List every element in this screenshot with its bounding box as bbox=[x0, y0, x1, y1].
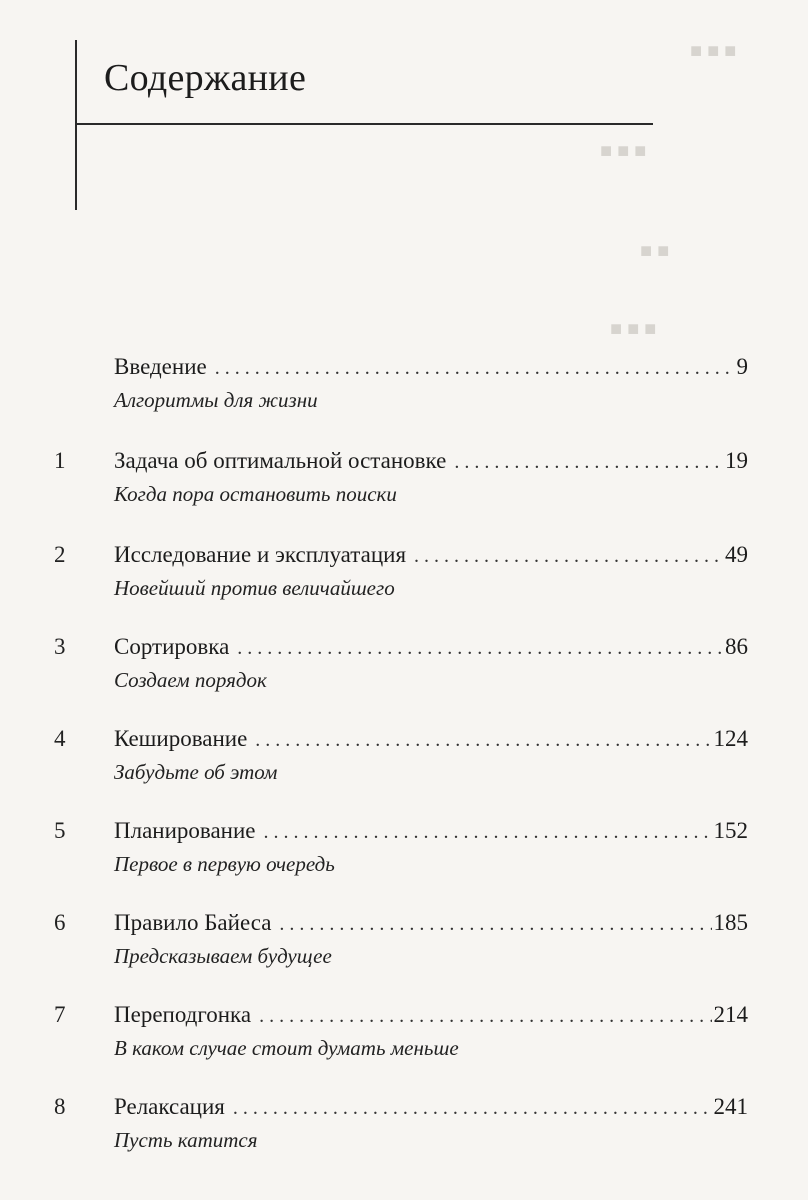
page-number: 214 bbox=[713, 1002, 748, 1027]
dot-leader bbox=[414, 541, 723, 571]
toc-entry bbox=[0, 540, 808, 620]
chapter-subtitle: Когда пора остановить поиски bbox=[114, 482, 397, 506]
toc-entry bbox=[0, 1000, 808, 1080]
chapter-subtitle: Предсказываем будущее bbox=[114, 944, 332, 968]
bleed-through-decoration: ■ ■ ■ bbox=[690, 40, 737, 62]
page-number: 86 bbox=[725, 634, 748, 659]
chapter-title: Задача об оптимальной остановке bbox=[114, 448, 447, 473]
title-horizontal-rule bbox=[75, 123, 653, 125]
toc-entry bbox=[0, 446, 808, 526]
dot-leader bbox=[264, 817, 712, 847]
chapter-title: Сортировка bbox=[114, 634, 230, 659]
page-number: 49 bbox=[725, 542, 748, 567]
chapter-number: 7 bbox=[54, 1002, 66, 1027]
chapter-subtitle: Создаем порядок bbox=[114, 668, 267, 692]
page-number: 19 bbox=[725, 448, 748, 473]
dot-leader bbox=[215, 353, 735, 383]
toc-entry bbox=[0, 1092, 808, 1172]
chapter-number: 4 bbox=[54, 726, 66, 751]
dot-leader bbox=[255, 725, 711, 755]
dot-leader bbox=[279, 909, 711, 939]
chapter-title: Исследование и эксплуатация bbox=[114, 542, 407, 567]
chapter-subtitle: Первое в первую очередь bbox=[114, 852, 335, 876]
bleed-through-decoration: ■ ■ ■ bbox=[610, 318, 657, 340]
chapter-title: Переподгонка bbox=[114, 1002, 252, 1027]
toc-entry bbox=[0, 724, 808, 804]
toc-entry bbox=[0, 632, 808, 712]
chapter-number: 6 bbox=[54, 910, 66, 935]
chapter-number: 8 bbox=[54, 1094, 66, 1119]
page-number: 241 bbox=[713, 1094, 748, 1119]
chapter-title: Релаксация bbox=[114, 1094, 225, 1119]
dot-leader bbox=[259, 1001, 711, 1031]
chapter-subtitle: Алгоритмы для жизни bbox=[114, 388, 318, 412]
page-number: 185 bbox=[713, 910, 748, 935]
page-number: 9 bbox=[736, 354, 748, 379]
bleed-through-decoration: ■ ■ ■ bbox=[600, 140, 647, 162]
chapter-number: 2 bbox=[54, 542, 66, 567]
page-number: 124 bbox=[713, 726, 748, 751]
dot-leader bbox=[233, 1093, 712, 1123]
chapter-title: Введение bbox=[114, 354, 207, 379]
chapter-number: 3 bbox=[54, 634, 66, 659]
dot-leader bbox=[454, 447, 723, 477]
chapter-subtitle: В каком случае стоит думать меньше bbox=[114, 1036, 459, 1060]
chapter-number: 5 bbox=[54, 818, 66, 843]
toc-entry bbox=[0, 816, 808, 896]
page-title: Содержание bbox=[104, 57, 307, 99]
dot-leader bbox=[237, 633, 723, 663]
bleed-through-decoration: ■ ■ bbox=[640, 240, 670, 262]
chapter-subtitle: Пусть катится bbox=[114, 1128, 258, 1152]
chapter-number: 1 bbox=[54, 448, 66, 473]
chapter-subtitle: Новейший против величайшего bbox=[114, 576, 395, 600]
chapter-title: Правило Байеса bbox=[114, 910, 272, 935]
toc-entry bbox=[0, 352, 808, 432]
chapter-title: Кеширование bbox=[114, 726, 248, 751]
chapter-title: Планирование bbox=[114, 818, 256, 843]
title-vertical-rule bbox=[75, 40, 77, 210]
page-number: 152 bbox=[713, 818, 748, 843]
chapter-subtitle: Забудьте об этом bbox=[114, 760, 278, 784]
toc-entry bbox=[0, 908, 808, 988]
